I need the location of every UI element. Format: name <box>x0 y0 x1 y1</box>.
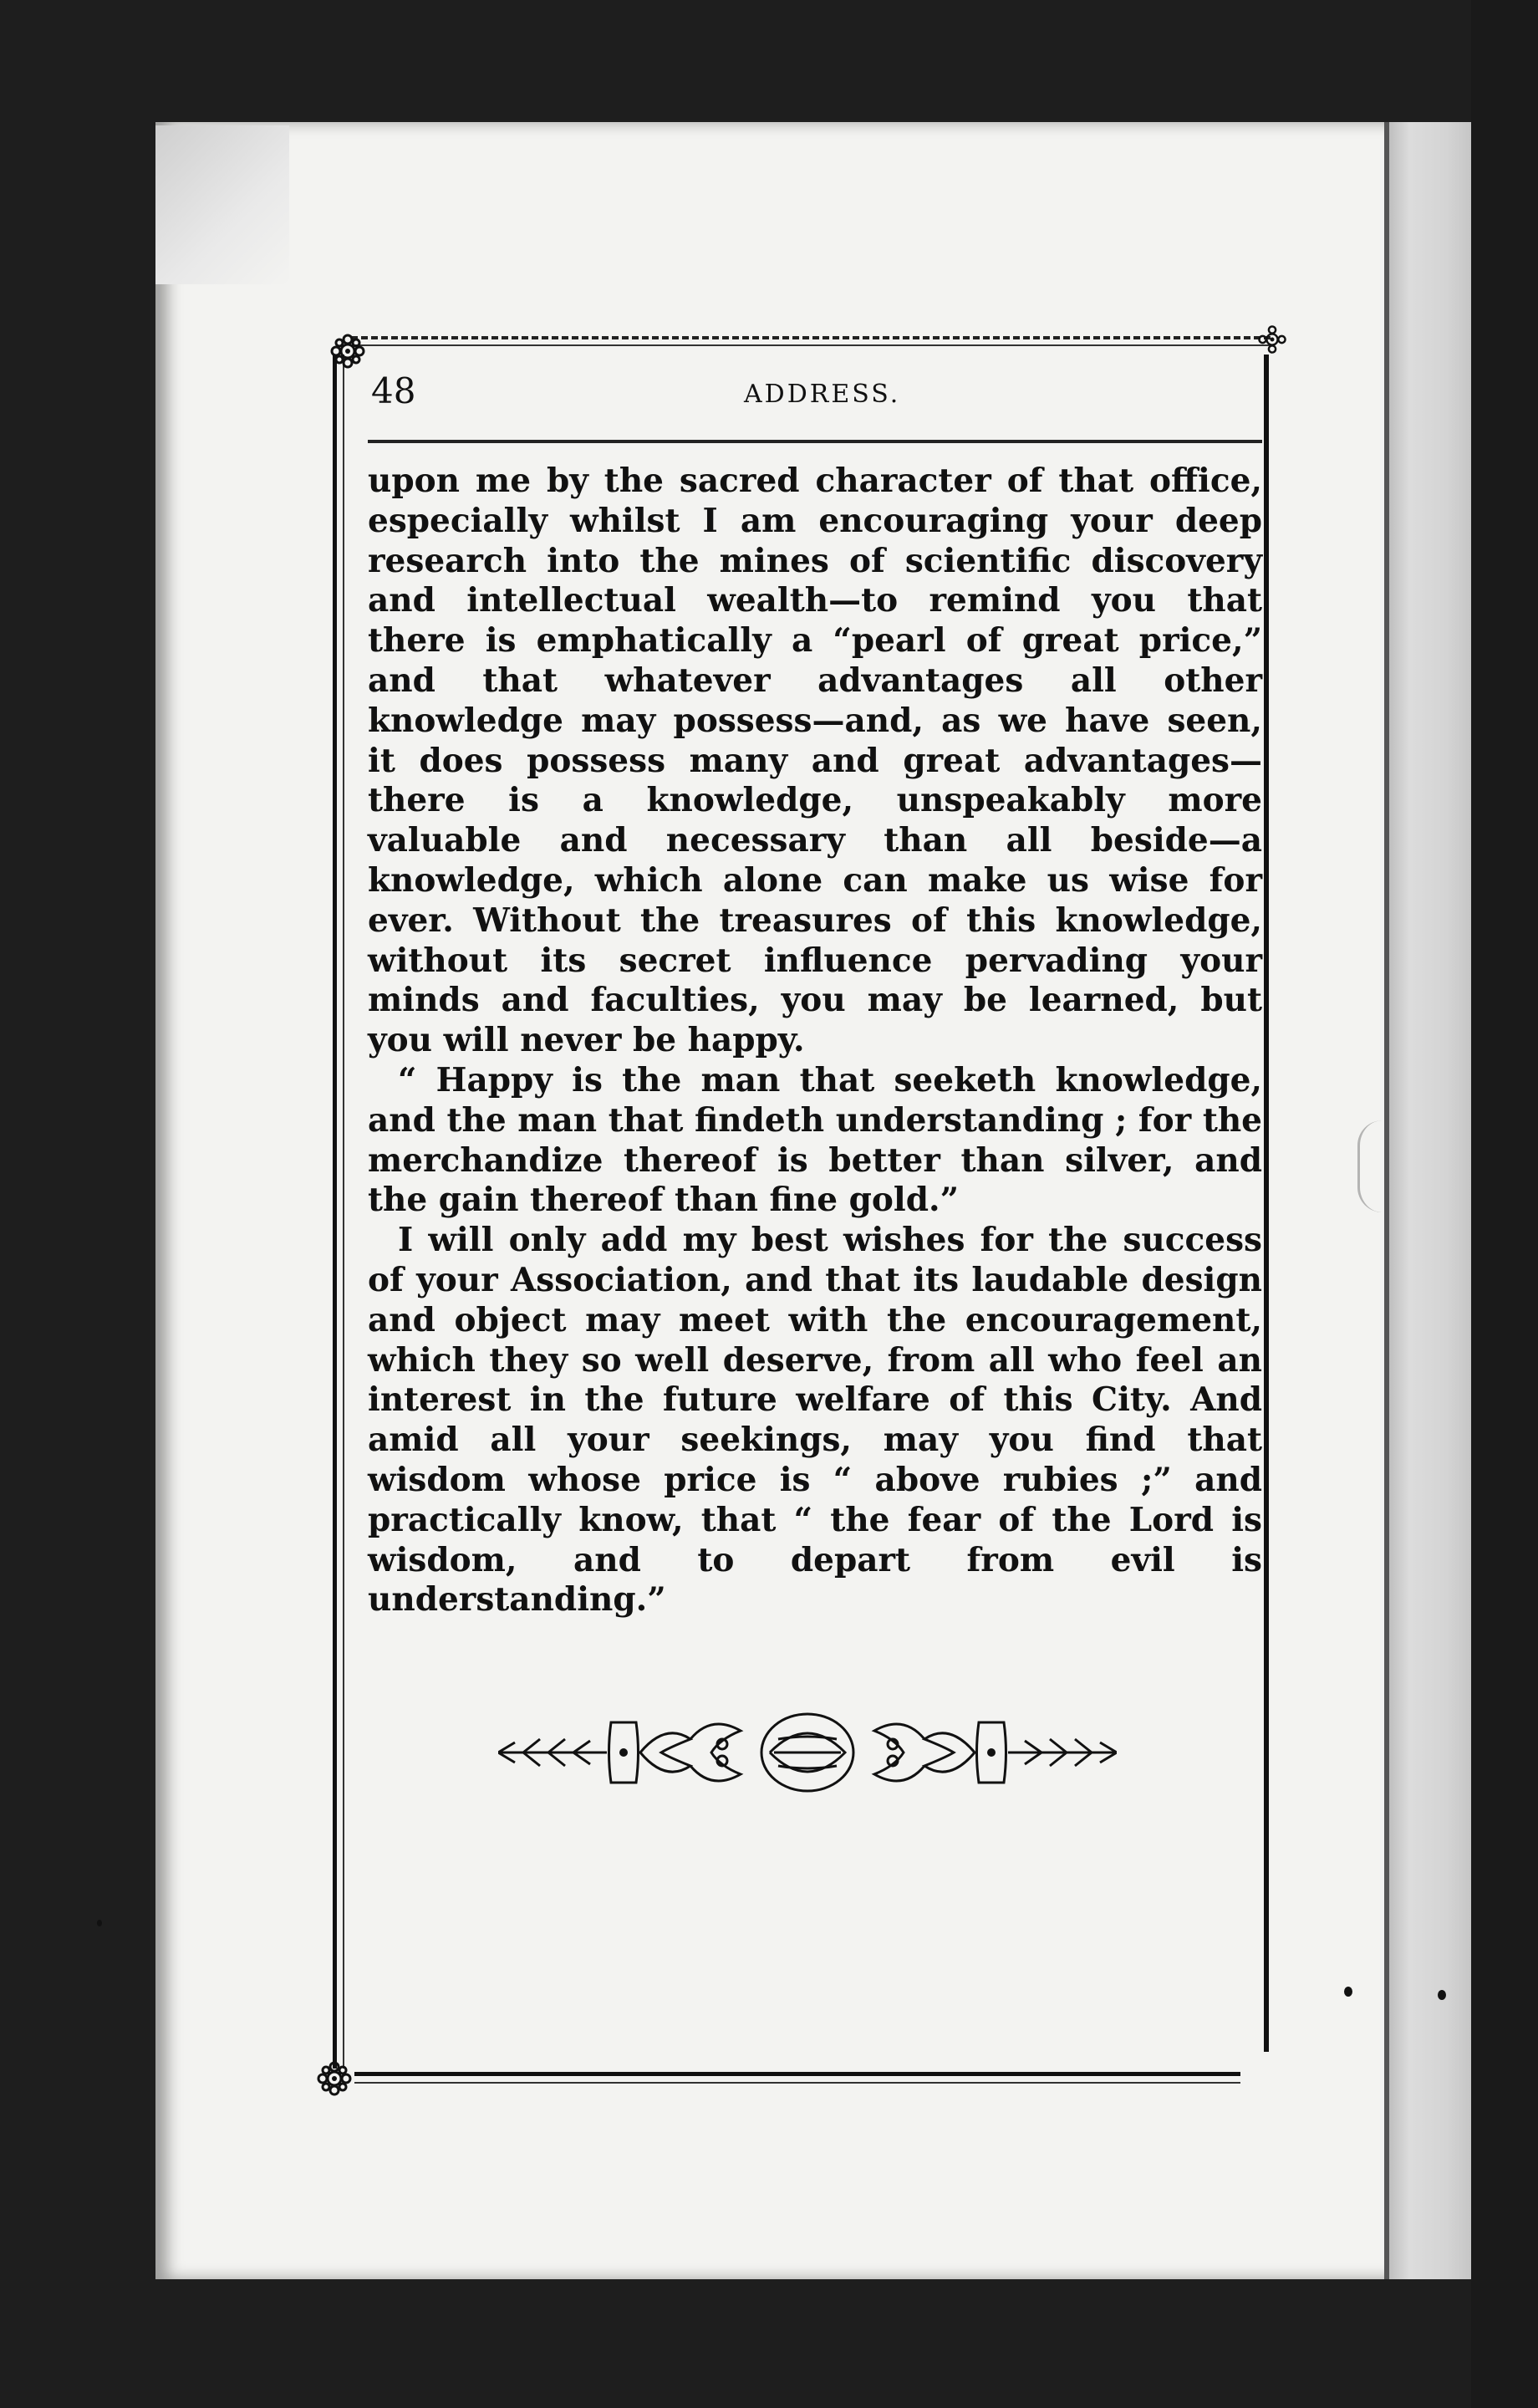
flower-rosette-icon <box>1257 324 1287 355</box>
frame-left-rule <box>333 355 337 2069</box>
flower-rosette-icon <box>329 333 366 370</box>
frame-bottom-rule <box>354 2072 1240 2076</box>
header-rule <box>368 440 1262 443</box>
frame-top-hairline <box>351 344 1271 346</box>
body-text <box>368 462 1262 1620</box>
frame-left-hairline <box>343 355 344 2069</box>
dust-speck <box>1438 1990 1446 2000</box>
running-head: ADDRESS. <box>744 380 901 409</box>
binding-thread <box>1357 1120 1418 1212</box>
palmette-ornament-icon <box>498 1706 1117 1799</box>
paragraph: upon me by the sacred character of that office, especially whilst I am encouraging your deep research into the mines of scientific discovery and intellectual wealth—to remind you that there is emphatically a “pearl of great price,” and that whatever advantages all other knowledge may possess—and, as we have seen, it does possess many and great advantages—there is a knowledge, unspeakably more valuable and necessary than all beside—a knowledge, which alone can make us wise for ever. Without the treasures of this knowledge, without its secret influence pervading your minds and faculties, you may be learned, but you will never be happy. <box>368 462 1262 1060</box>
scan-margin-right <box>1471 0 1538 2408</box>
paragraph: “ Happy is the man that seeketh knowledge, and the man that findeth understanding ; for the merchandize thereof is better than silver, and the gain thereof than fine gold.” <box>368 1060 1262 1220</box>
torn-page-corner <box>155 125 289 284</box>
page-number: 48 <box>371 370 416 411</box>
dust-speck <box>97 1920 102 1926</box>
frame-right-rule <box>1264 355 1269 2052</box>
flower-rosette-icon <box>316 2060 353 2097</box>
paragraph: I will only add my best wishes for the success of your Association, and that its laudable design and object may meet with the encouragement, which they so well deserve, from all who feel an interest in the future welfare of this City. And amid all your seekings, may you find that wisdom whose price is “ above rubies ;” and practically know, that “ the fear of the Lord is wisdom, and to depart from evil is understanding.” <box>368 1221 1262 1620</box>
frame-bottom-hairline <box>354 2082 1240 2084</box>
dust-speck <box>1344 1987 1352 1997</box>
frame-top-rule <box>351 336 1271 339</box>
